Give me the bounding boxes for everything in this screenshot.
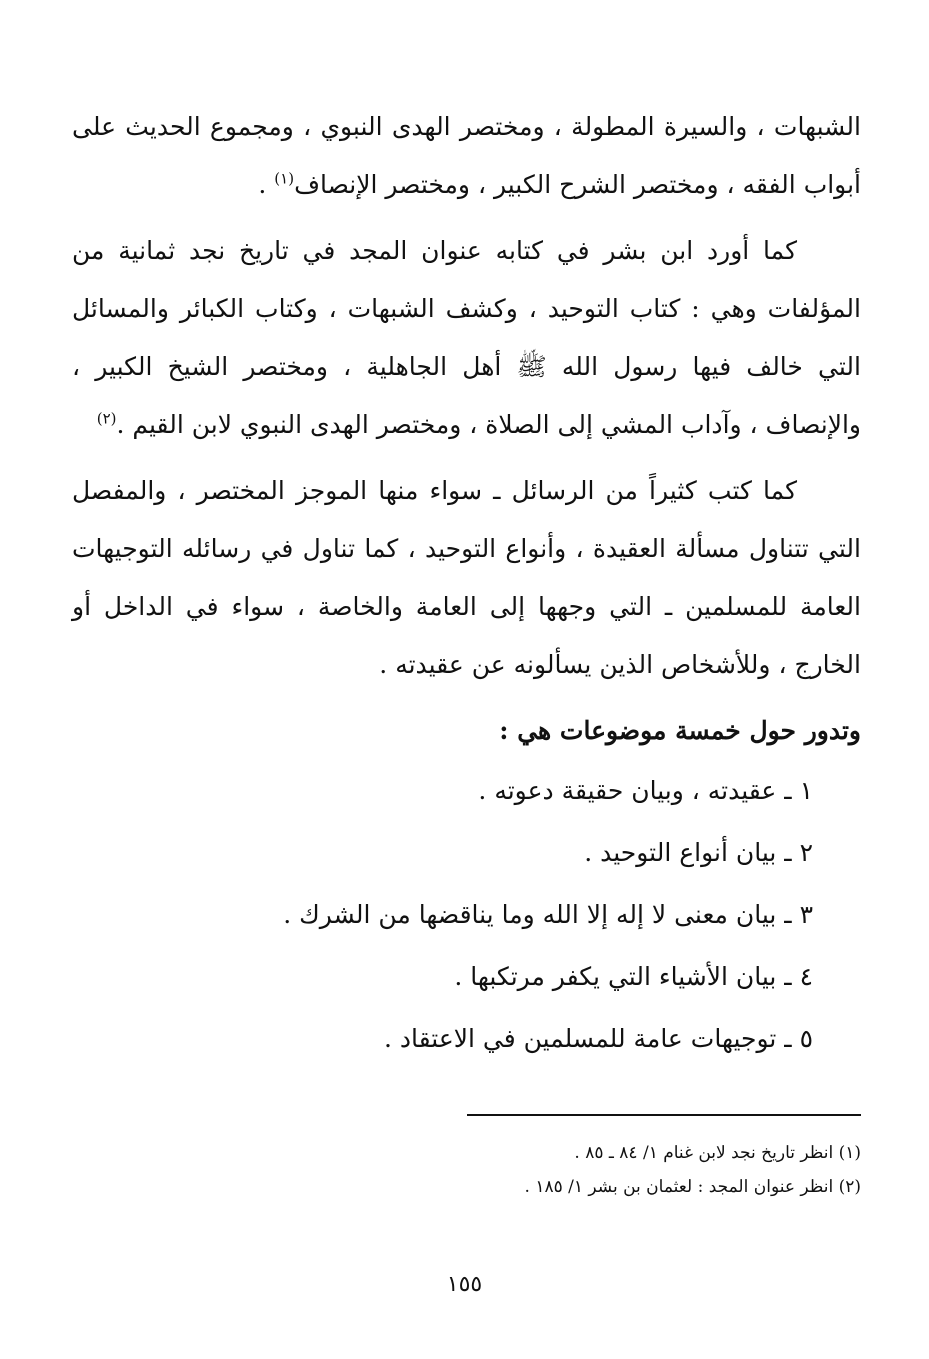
paragraph-1 [72,98,861,214]
footnote-2: (٢) انظر عنوان المجد : لعثمان بن بشر ١/ ١٨٥ . [524,1177,861,1197]
paragraph-2 [72,222,861,454]
footnote-ref-2[interactable]: (٢) [96,409,117,428]
page-body [72,98,861,1072]
footnote-ref-1[interactable]: (١) [274,169,295,188]
paragraph-1-text: الشبهات ، والسيرة المطولة ، ومختصر الهدى النبوي ، ومجموع الحديث على أبواب الفقه ، ومختصر الشرح الكبير ، ومختصر الإنصاف [72,112,861,199]
page-number: ١٥٥ [446,1272,483,1297]
list-item: ٥ ـ توجيهات عامة للمسلمين في الاعتقاد . [383,1024,813,1053]
list-item: ٤ ـ بيان الأشياء التي يكفر مرتكبها . [454,962,813,991]
list-item: ٢ ـ بيان أنواع التوحيد . [584,838,813,867]
footnote-divider [467,1114,861,1116]
list-item: ١ ـ عقيدته ، وبيان حقيقة دعوته . [478,776,813,805]
footnote-1: (١) انظر تاريخ نجد لابن غنام ١/ ٨٤ ـ ٨٥ . [574,1143,861,1163]
footnotes [81,1136,861,1204]
list-item: ٣ ـ بيان معنى لا إله إلا الله وما يناقضها من الشرك . [283,900,813,929]
topics-heading: وتدور حول خمسة موضوعات هي : [499,716,861,745]
paragraph-1-end: . [258,170,275,199]
paragraph-3: كما كتب كثيراً من الرسائل ـ سواء منها الموجز المختصر ، والمفصل التي تتناول مسألة العقيدة ، وأنواع التوحيد ، كما تناول في رسائله التوجيهات العامة للمسلمين ـ التي وجهها إلى العامة والخاصة ، سواء في الداخل أو الخارج ، وللأشخاص الذين يسألونه عن عقيدته . [72,476,861,679]
paragraph-2-text: كما أورد ابن بشر في كتابه عنوان المجد في تاريخ نجد ثمانية من المؤلفات وهي : كتاب التوحيد ، وكشف الشبهات ، وكتاب الكبائر والمسائل التي خالف فيها رسول الله ﷺ أهل الجاهلية ، ومختصر الشيخ الكبير ، والإنصاف ، وآداب المشي إلى الصلاة ، ومختصر الهدى النبوي لابن القيم . [72,236,861,439]
